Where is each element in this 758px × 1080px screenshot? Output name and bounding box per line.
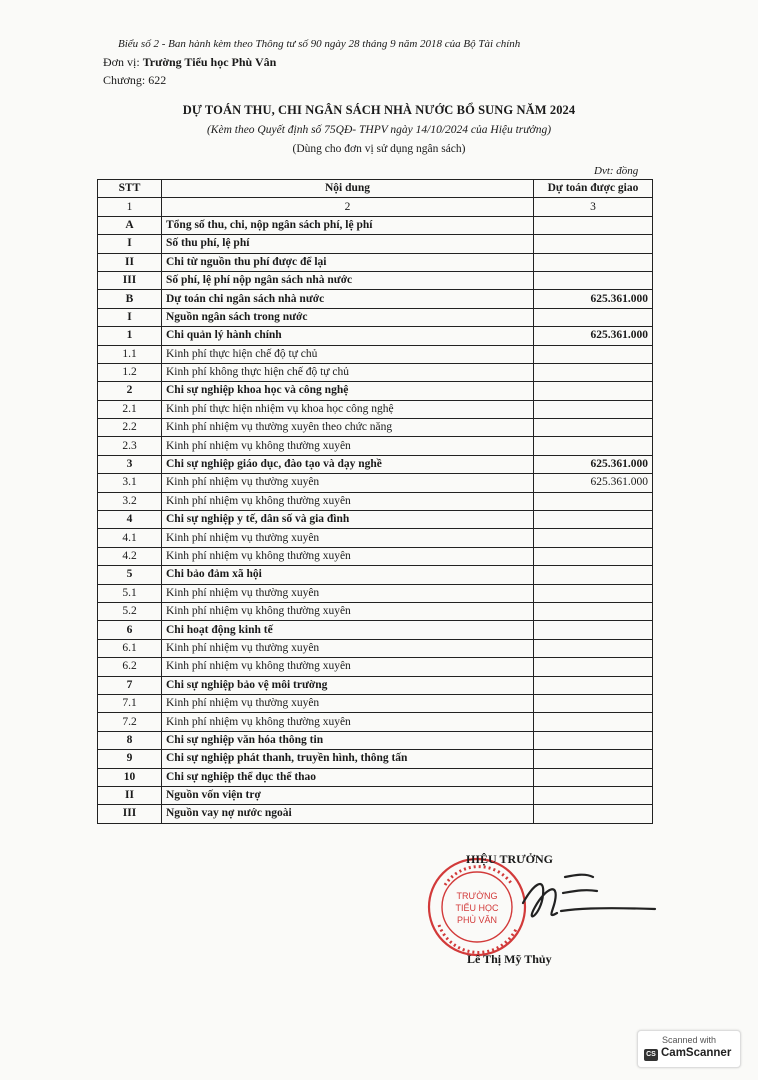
table-row xyxy=(98,419,653,437)
row-content: Chi sự nghiệp văn hóa thông tin xyxy=(162,731,534,749)
chapter-code: Chương: 622 xyxy=(103,73,167,87)
column-number: 3 xyxy=(534,198,653,216)
row-content: Chi quản lý hành chính xyxy=(162,327,534,345)
row-stt: 6.1 xyxy=(98,639,162,657)
camscanner-logo-icon: CS xyxy=(644,1049,658,1061)
row-content: Kinh phí nhiệm vụ thường xuyên xyxy=(162,474,534,492)
unit-name: Trường Tiểu học Phù Vân xyxy=(142,55,277,69)
row-amount xyxy=(534,694,653,712)
row-stt: 6 xyxy=(98,621,162,639)
unit-label: Đơn vị: xyxy=(103,55,140,69)
table-row xyxy=(98,676,653,694)
row-content: Kinh phí nhiệm vụ thường xuyên xyxy=(162,529,534,547)
row-amount xyxy=(534,400,653,418)
row-stt: 5.1 xyxy=(98,584,162,602)
header-amount: Dự toán được giao xyxy=(534,180,653,198)
row-amount xyxy=(534,602,653,620)
unit-line xyxy=(103,55,276,70)
row-content: Kinh phí thực hiện nhiệm vụ khoa học công nghệ xyxy=(162,400,534,418)
table-row xyxy=(98,658,653,676)
table-row xyxy=(98,805,653,823)
budget-table xyxy=(97,179,653,824)
row-amount xyxy=(534,713,653,731)
form-code-reference: Biểu số 2 - Ban hành kèm theo Thông tư số 90 ngày 28 tháng 9 năm 2018 của Bộ Tài chính xyxy=(118,38,521,50)
row-amount xyxy=(534,584,653,602)
row-amount xyxy=(534,235,653,253)
table-row xyxy=(98,235,653,253)
row-stt: 1.2 xyxy=(98,363,162,381)
row-content: Nguồn vay nợ nước ngoài xyxy=(162,805,534,823)
row-amount xyxy=(534,750,653,768)
row-amount: 625.361.000 xyxy=(534,455,653,473)
row-amount xyxy=(534,731,653,749)
table-row xyxy=(98,253,653,271)
row-stt: 2.2 xyxy=(98,419,162,437)
row-amount: 625.361.000 xyxy=(534,327,653,345)
row-content: Chi sự nghiệp giáo dục, đào tạo và dạy nghề xyxy=(162,455,534,473)
row-stt: 9 xyxy=(98,750,162,768)
row-stt: 7 xyxy=(98,676,162,694)
table-row xyxy=(98,713,653,731)
row-stt: 3 xyxy=(98,455,162,473)
principal-title: HIỆU TRƯỞNG xyxy=(466,852,554,866)
row-stt: 6.2 xyxy=(98,658,162,676)
row-amount xyxy=(534,658,653,676)
row-amount xyxy=(534,547,653,565)
currency-unit: Dvt: đồng xyxy=(594,165,639,177)
camscanner-watermark xyxy=(637,1030,741,1068)
row-amount xyxy=(534,271,653,289)
row-content: Nguồn ngân sách trong nước xyxy=(162,308,534,326)
row-amount xyxy=(534,511,653,529)
row-stt: 7.2 xyxy=(98,713,162,731)
row-amount xyxy=(534,345,653,363)
table-row xyxy=(98,455,653,473)
row-stt: I xyxy=(98,308,162,326)
table-row xyxy=(98,271,653,289)
row-amount xyxy=(534,768,653,786)
scanner-brand: CamScanner xyxy=(661,1047,732,1059)
column-number: 2 xyxy=(162,198,534,216)
row-content: Chi bảo đảm xã hội xyxy=(162,566,534,584)
table-row xyxy=(98,363,653,381)
row-amount: 625.361.000 xyxy=(534,474,653,492)
row-amount xyxy=(534,419,653,437)
principal-name: Lê Thị Mỹ Thủy xyxy=(467,952,552,966)
row-stt: 2 xyxy=(98,382,162,400)
table-row xyxy=(98,566,653,584)
row-amount: 625.361.000 xyxy=(534,290,653,308)
row-content: Kinh phí nhiệm vụ không thường xuyên xyxy=(162,713,534,731)
row-stt: 1.1 xyxy=(98,345,162,363)
row-stt: 10 xyxy=(98,768,162,786)
row-content: Nguồn vốn viện trợ xyxy=(162,786,534,804)
row-content: Tổng số thu, chi, nộp ngân sách phí, lệ phí xyxy=(162,216,534,234)
table-row xyxy=(98,602,653,620)
row-amount xyxy=(534,437,653,455)
row-stt: 2.3 xyxy=(98,437,162,455)
row-stt: 3.2 xyxy=(98,492,162,510)
table-row xyxy=(98,786,653,804)
row-content: Chi sự nghiệp thể dục thể thao xyxy=(162,768,534,786)
row-stt: 4 xyxy=(98,511,162,529)
table-row xyxy=(98,308,653,326)
document-note: (Dùng cho đơn vị sử dụng ngân sách) xyxy=(292,143,466,155)
row-amount xyxy=(534,363,653,381)
row-stt: B xyxy=(98,290,162,308)
row-stt: II xyxy=(98,786,162,804)
row-stt: 7.1 xyxy=(98,694,162,712)
row-stt: A xyxy=(98,216,162,234)
header-stt: STT xyxy=(98,180,162,198)
table-row xyxy=(98,511,653,529)
table-row xyxy=(98,474,653,492)
row-content: Chi sự nghiệp phát thanh, truyền hình, thông tấn xyxy=(162,750,534,768)
table-body xyxy=(98,216,653,823)
table-row xyxy=(98,731,653,749)
table-row xyxy=(98,768,653,786)
row-stt: II xyxy=(98,253,162,271)
table-row xyxy=(98,750,653,768)
row-content: Kinh phí nhiệm vụ thường xuyên xyxy=(162,584,534,602)
row-content: Chi từ nguồn thu phí được để lại xyxy=(162,253,534,271)
table-row xyxy=(98,547,653,565)
row-stt: 3.1 xyxy=(98,474,162,492)
row-amount xyxy=(534,639,653,657)
svg-text:PHÙ VÂN: PHÙ VÂN xyxy=(456,915,498,925)
school-seal-stamp xyxy=(429,859,525,955)
stamp-and-signature xyxy=(425,845,685,975)
svg-text:TIỂU HỌC: TIỂU HỌC xyxy=(455,903,499,913)
table-row xyxy=(98,345,653,363)
row-content: Kinh phí nhiệm vụ không thường xuyên xyxy=(162,658,534,676)
row-amount xyxy=(534,492,653,510)
row-content: Kinh phí nhiệm vụ thường xuyên theo chức năng xyxy=(162,419,534,437)
row-content: Số phí, lệ phí nộp ngân sách nhà nước xyxy=(162,271,534,289)
row-amount xyxy=(534,308,653,326)
row-amount xyxy=(534,382,653,400)
row-amount xyxy=(534,621,653,639)
column-number: 1 xyxy=(98,198,162,216)
table-row xyxy=(98,529,653,547)
row-amount xyxy=(534,805,653,823)
row-content: Kinh phí nhiệm vụ không thường xuyên xyxy=(162,437,534,455)
table-row xyxy=(98,216,653,234)
row-content: Chi sự nghiệp khoa học và công nghệ xyxy=(162,382,534,400)
row-stt: 4.2 xyxy=(98,547,162,565)
row-stt: 2.1 xyxy=(98,400,162,418)
table-row xyxy=(98,621,653,639)
table-row xyxy=(98,437,653,455)
table-header-row xyxy=(98,180,653,198)
table-row xyxy=(98,492,653,510)
table-row xyxy=(98,639,653,657)
row-content: Dự toán chi ngân sách nhà nước xyxy=(162,290,534,308)
row-amount xyxy=(534,566,653,584)
row-amount xyxy=(534,786,653,804)
scanner-caption: Scanned with xyxy=(661,1035,717,1045)
row-amount xyxy=(534,529,653,547)
row-stt: 8 xyxy=(98,731,162,749)
row-content: Kinh phí nhiệm vụ không thường xuyên xyxy=(162,602,534,620)
row-content: Chi hoạt động kinh tế xyxy=(162,621,534,639)
row-amount xyxy=(534,676,653,694)
handwritten-signature xyxy=(523,875,655,917)
row-stt: 5 xyxy=(98,566,162,584)
table-row xyxy=(98,694,653,712)
document-subtitle: (Kèm theo Quyết định số 75QĐ- THPV ngày 14/10/2024 của Hiệu trưởng) xyxy=(206,124,552,136)
row-content: Kinh phí nhiệm vụ thường xuyên xyxy=(162,694,534,712)
row-content: Kinh phí nhiệm vụ không thường xuyên xyxy=(162,492,534,510)
table-row xyxy=(98,327,653,345)
svg-text:TRƯỜNG: TRƯỜNG xyxy=(456,891,498,901)
row-stt: I xyxy=(98,235,162,253)
row-stt: III xyxy=(98,805,162,823)
signature-block xyxy=(425,845,685,975)
header-content: Nội dung xyxy=(162,180,534,198)
row-amount xyxy=(534,253,653,271)
table-row xyxy=(98,584,653,602)
row-stt: III xyxy=(98,271,162,289)
row-stt: 1 xyxy=(98,327,162,345)
row-amount xyxy=(534,216,653,234)
row-content: Kinh phí nhiệm vụ không thường xuyên xyxy=(162,547,534,565)
row-stt: 4.1 xyxy=(98,529,162,547)
table-row xyxy=(98,290,653,308)
row-content: Chi sự nghiệp y tế, dân số và gia đình xyxy=(162,511,534,529)
table-row xyxy=(98,382,653,400)
document-title: DỰ TOÁN THU, CHI NGÂN SÁCH NHÀ NƯỚC BỔ SUNG NĂM 2024 xyxy=(182,103,576,117)
row-content: Số thu phí, lệ phí xyxy=(162,235,534,253)
row-content: Kinh phí thực hiện chế độ tự chủ xyxy=(162,345,534,363)
table-row xyxy=(98,400,653,418)
row-content: Kinh phí không thực hiện chế độ tự chủ xyxy=(162,363,534,381)
column-number-row xyxy=(98,198,653,216)
row-stt: 5.2 xyxy=(98,602,162,620)
row-content: Chi sự nghiệp bảo vệ môi trường xyxy=(162,676,534,694)
row-content: Kinh phí nhiệm vụ thường xuyên xyxy=(162,639,534,657)
